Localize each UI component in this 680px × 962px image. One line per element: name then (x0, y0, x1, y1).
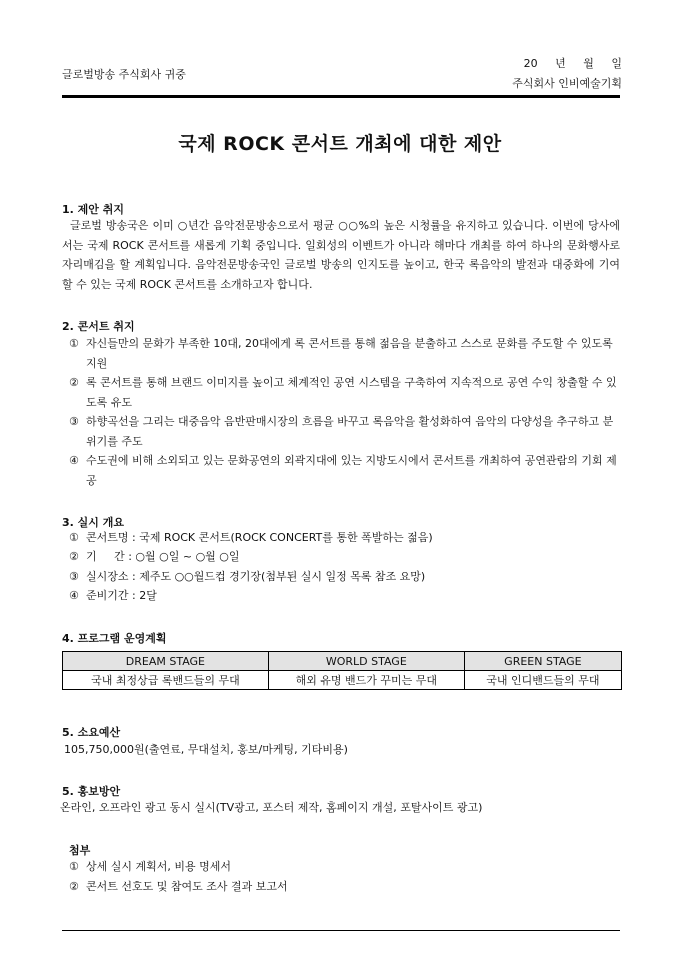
promotion-body: 온라인, 오프라인 광고 동시 실시(TV광고, 포스터 제작, 홈페이지 개설, 포탈사이트 광고) (60, 801, 483, 814)
item-number: ① (69, 860, 79, 873)
item-number: ② (69, 376, 79, 389)
recipient: 글로벌방송 주식회사 귀중 (62, 68, 186, 81)
item-text: 하향곡선을 그리는 대중음악 음반판매시장의 흐름을 바꾸고 록음악을 활성화하여 음악의 다양성을 추구하고 분위기를 주도 (86, 415, 614, 448)
item-number: ④ (69, 589, 79, 602)
footer-rule (62, 930, 620, 931)
budget-body: 105,750,000원(출연료, 무대설치, 홍보/마케팅, 기타비용) (64, 743, 348, 756)
section-heading-concert: 2. 콘서트 취지 (62, 320, 135, 333)
item-number: ① (69, 337, 79, 350)
list-item (62, 528, 622, 548)
column-header: GREEN STAGE (464, 652, 621, 671)
date-line: 20 년 월 일 (523, 57, 622, 70)
list-item (62, 857, 622, 877)
table-cell: 해외 유명 밴드가 꾸미는 무대 (268, 671, 464, 690)
department: 주식회사 인비예술기획 (512, 77, 622, 90)
attachment-heading: 첨부 (69, 844, 91, 857)
list-item (62, 451, 622, 490)
item-text: 기 간 : ○월 ○일 ~ ○월 ○일 (86, 550, 240, 563)
table-header-row (63, 652, 622, 671)
item-text: 수도권에 비해 소외되고 있는 문화공연의 외곽지대에 있는 지방도시에서 콘서트를 개최하여 공연관람의 기회 제공 (86, 454, 617, 487)
item-number: ② (69, 550, 79, 563)
section-heading-proposal: 1. 제안 취지 (62, 203, 124, 216)
column-header: DREAM STAGE (63, 652, 269, 671)
section-heading-promotion: 5. 홍보방안 (62, 785, 121, 798)
item-text: 콘서트 선호도 및 참여도 조사 결과 보고서 (86, 880, 288, 893)
list-item (62, 334, 622, 373)
list-item (62, 373, 622, 412)
column-header: WORLD STAGE (268, 652, 464, 671)
list-item (62, 412, 622, 451)
section-heading-overview: 3. 실시 개요 (62, 516, 124, 529)
list-item (62, 547, 622, 567)
item-text: 실시장소 : 제주도 ○○월드컵 경기장(첨부된 실시 일정 목록 참조 요망) (86, 570, 426, 583)
list-item (62, 586, 622, 606)
item-number: ① (69, 531, 79, 544)
item-text: 상세 실시 계획서, 비용 명세서 (86, 860, 231, 873)
header-rule (62, 95, 620, 98)
item-number: ④ (69, 454, 79, 467)
list-item (62, 877, 622, 897)
item-text: 준비기간 : 2달 (86, 589, 157, 602)
section-heading-budget: 5. 소요예산 (62, 726, 121, 739)
item-number: ③ (69, 570, 79, 583)
section-heading-program: 4. 프로그램 운영계획 (62, 632, 167, 645)
item-text: 자신들만의 문화가 부족한 10대, 20대에게 록 콘서트를 통해 젊음을 분출하고 스스로 문화를 주도할 수 있도록 지원 (86, 337, 613, 370)
table-cell: 국내 최정상급 록밴드들의 무대 (63, 671, 269, 690)
table-row (63, 671, 622, 690)
proposal-body: 글로벌 방송국은 이미 ○년간 음악전문방송으로서 평균 ○○%의 높은 시청률을 유지하고 있습니다. 이번에 당사에서는 국제 ROCK 콘서트를 새롭게 기획 중입니다. 일회성의 이벤트가 아니라 해마다 개최를 하여 하나의 문화행사로 자리매김을 할 계획입니다. 음악전문방송국인 글로벌 방송의 인지도를 높이고, 한국 록음악의 발전과 대중화에 기여할 수 있는 국제 ROCK 콘서트를 소개하고자 합니다. (62, 219, 620, 291)
document-title: 국제 ROCK 콘서트 개최에 대한 제안 (178, 133, 502, 155)
table-cell: 국내 인디밴드들의 무대 (464, 671, 621, 690)
item-number: ② (69, 880, 79, 893)
program-table (62, 651, 622, 690)
item-text: 록 콘서트를 통해 브랜드 이미지를 높이고 체계적인 공연 시스템을 구축하여 지속적으로 공연 수익 창출할 수 있도록 유도 (86, 376, 617, 409)
item-text: 콘서트명 : 국제 ROCK 콘서트(ROCK CONCERT를 통한 폭발하는 젊음) (86, 531, 433, 544)
item-number: ③ (69, 415, 79, 428)
list-item (62, 567, 622, 587)
